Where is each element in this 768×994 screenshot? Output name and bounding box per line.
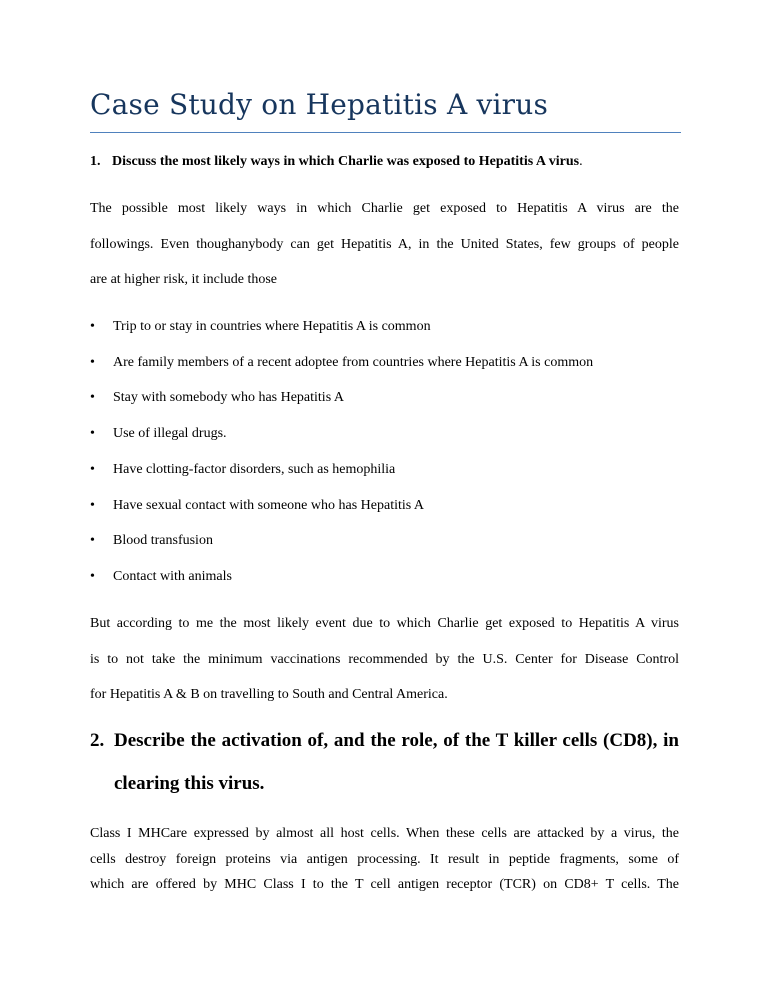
list-item-text: Stay with somebody who has Hepatitis A	[113, 390, 344, 405]
bullet-icon: •	[90, 390, 95, 405]
list-item-text: Have sexual contact with someone who has Hepatitis A	[113, 498, 425, 513]
list-item-text: Have clotting-factor disorders, such as hemophilia	[113, 462, 396, 477]
bullet-icon: •	[90, 533, 95, 548]
question-2-number: 2.	[90, 730, 105, 751]
list-item-text: Use of illegal drugs.	[113, 426, 227, 441]
question-2-text: Describe the activation of, and the role, of the T killer cells (CD8), in	[114, 730, 679, 751]
answer-2-line-3: which are offered by MHC Class I to the T cell antigen receptor (TCR) on CD8+ T cells. The	[90, 877, 679, 892]
conclusion-line-2: is to not take the minimum vaccinations recommended by the U.S. Center for Disease Control	[90, 652, 679, 667]
bullet-icon: •	[90, 462, 95, 477]
question-1-text: Discuss the most likely ways in which Charlie was exposed to Hepatitis A virus	[112, 154, 580, 169]
conclusion-line-3: for Hepatitis A & B on travelling to South and Central America.	[90, 687, 448, 702]
question-2-heading-line-2: clearing this virus.	[114, 773, 265, 794]
intro-line-2: followings. Even thoughanybody can get Hepatitis A, in the United States, few groups of people	[90, 237, 679, 252]
answer-2-line-2: cells destroy foreign proteins via antigen processing. It result in peptide fragments, some of	[90, 852, 679, 867]
intro-line-3: are at higher risk, it include those	[90, 272, 277, 287]
question-2-heading-line-1	[90, 730, 679, 752]
list-item-text: Trip to or stay in countries where Hepatitis A is common	[113, 319, 431, 334]
list-item-text: Blood transfusion	[113, 533, 213, 548]
conclusion-line-1: But according to me the most likely event due to which Charlie get exposed to Hepatitis A virus	[90, 616, 679, 631]
answer-2-line-1: Class I MHCare expressed by almost all host cells. When these cells are attacked by a virus, the	[90, 826, 679, 841]
bullet-icon: •	[90, 355, 95, 370]
bullet-icon: •	[90, 426, 95, 441]
title-underline	[90, 132, 681, 133]
list-item-text: Are family members of a recent adoptee from countries where Hepatitis A is common	[113, 355, 594, 370]
bullet-icon: •	[90, 319, 95, 334]
question-1-number: 1.	[90, 154, 101, 169]
list-item-text: Contact with animals	[113, 569, 232, 584]
question-1-period: .	[579, 154, 583, 169]
bullet-icon: •	[90, 498, 95, 513]
document-title: Case Study on Hepatitis A virus	[90, 88, 549, 121]
bullet-icon: •	[90, 569, 95, 584]
intro-line-1: The possible most likely ways in which Charlie get exposed to Hepatitis A virus are the	[90, 201, 679, 216]
question-1-heading	[90, 154, 690, 170]
